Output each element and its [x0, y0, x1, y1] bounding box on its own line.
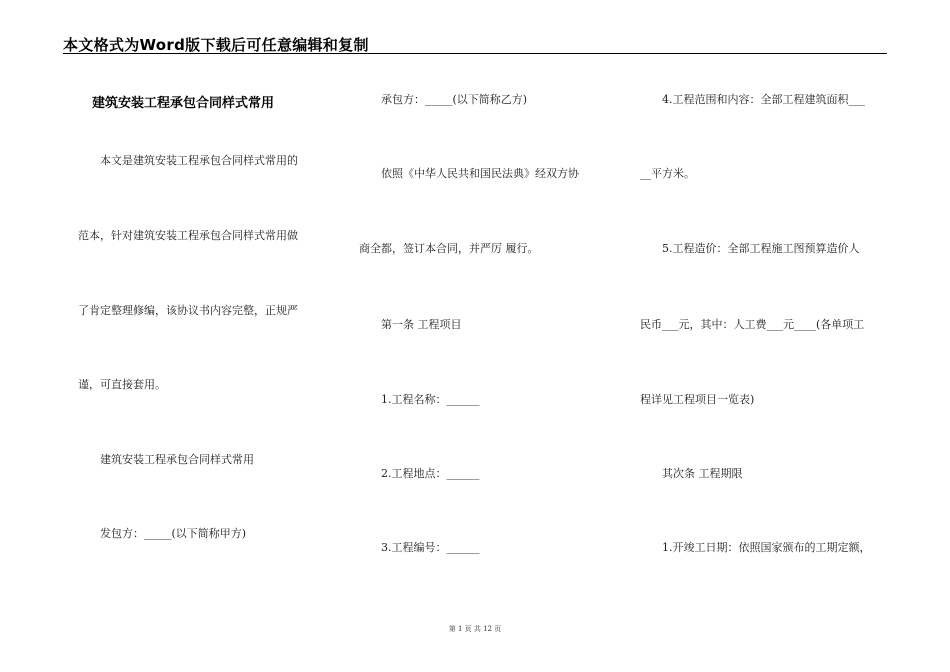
- col1-line: 谨，可直接套用。: [78, 378, 166, 391]
- document-banner: 本文格式为Word版下载后可任意编辑和复制: [63, 36, 369, 54]
- col2-line: 1.工程名称：______: [381, 393, 480, 406]
- col2-line: 3.工程编号：______: [381, 541, 480, 554]
- document-title: 建筑安装工程承包合同样式常用: [92, 96, 275, 111]
- col1-line: 本文是建筑安装工程承包合同样式常用的: [100, 154, 298, 167]
- col1-line: 范本，针对建筑安装工程承包合同样式常用做: [78, 229, 298, 242]
- col3-line: 民币___元，其中：人工费___元____(各单项工: [640, 318, 865, 331]
- col3-line: 5.工程造价：全部工程施工图预算造价人: [662, 242, 860, 255]
- col2-line: 2.工程地点：______: [381, 467, 480, 480]
- banner-rule: [63, 53, 887, 54]
- col1-line: 了肯定整理修编，该协议书内容完整，正规严: [78, 304, 298, 317]
- col2-line: 第一条 工程项目: [381, 318, 462, 331]
- col3-line: __平方米。: [640, 167, 695, 180]
- col1-line: 发包方：_____(以下简称甲方): [100, 527, 247, 540]
- col1-line: 建筑安装工程承包合同样式常用: [100, 453, 254, 466]
- page-footer: 第 1 页 共 12 页: [448, 625, 502, 633]
- col2-line: 依照《中华人民共和国民法典》经双方协: [381, 167, 579, 180]
- col3-line: 1.开竣工日期：依照国家颁布的工期定额，: [662, 541, 871, 554]
- col2-line: 商全都，签订本合同，并严厉 履行。: [359, 242, 539, 255]
- col3-line: 4.工程范围和内容：全部工程建筑面积___: [662, 93, 865, 106]
- col3-line: 其次条 工程期限: [662, 467, 743, 480]
- col2-line: 承包方：_____(以下简称乙方): [381, 93, 528, 106]
- col3-line: 程详见工程项目一览表): [640, 393, 755, 406]
